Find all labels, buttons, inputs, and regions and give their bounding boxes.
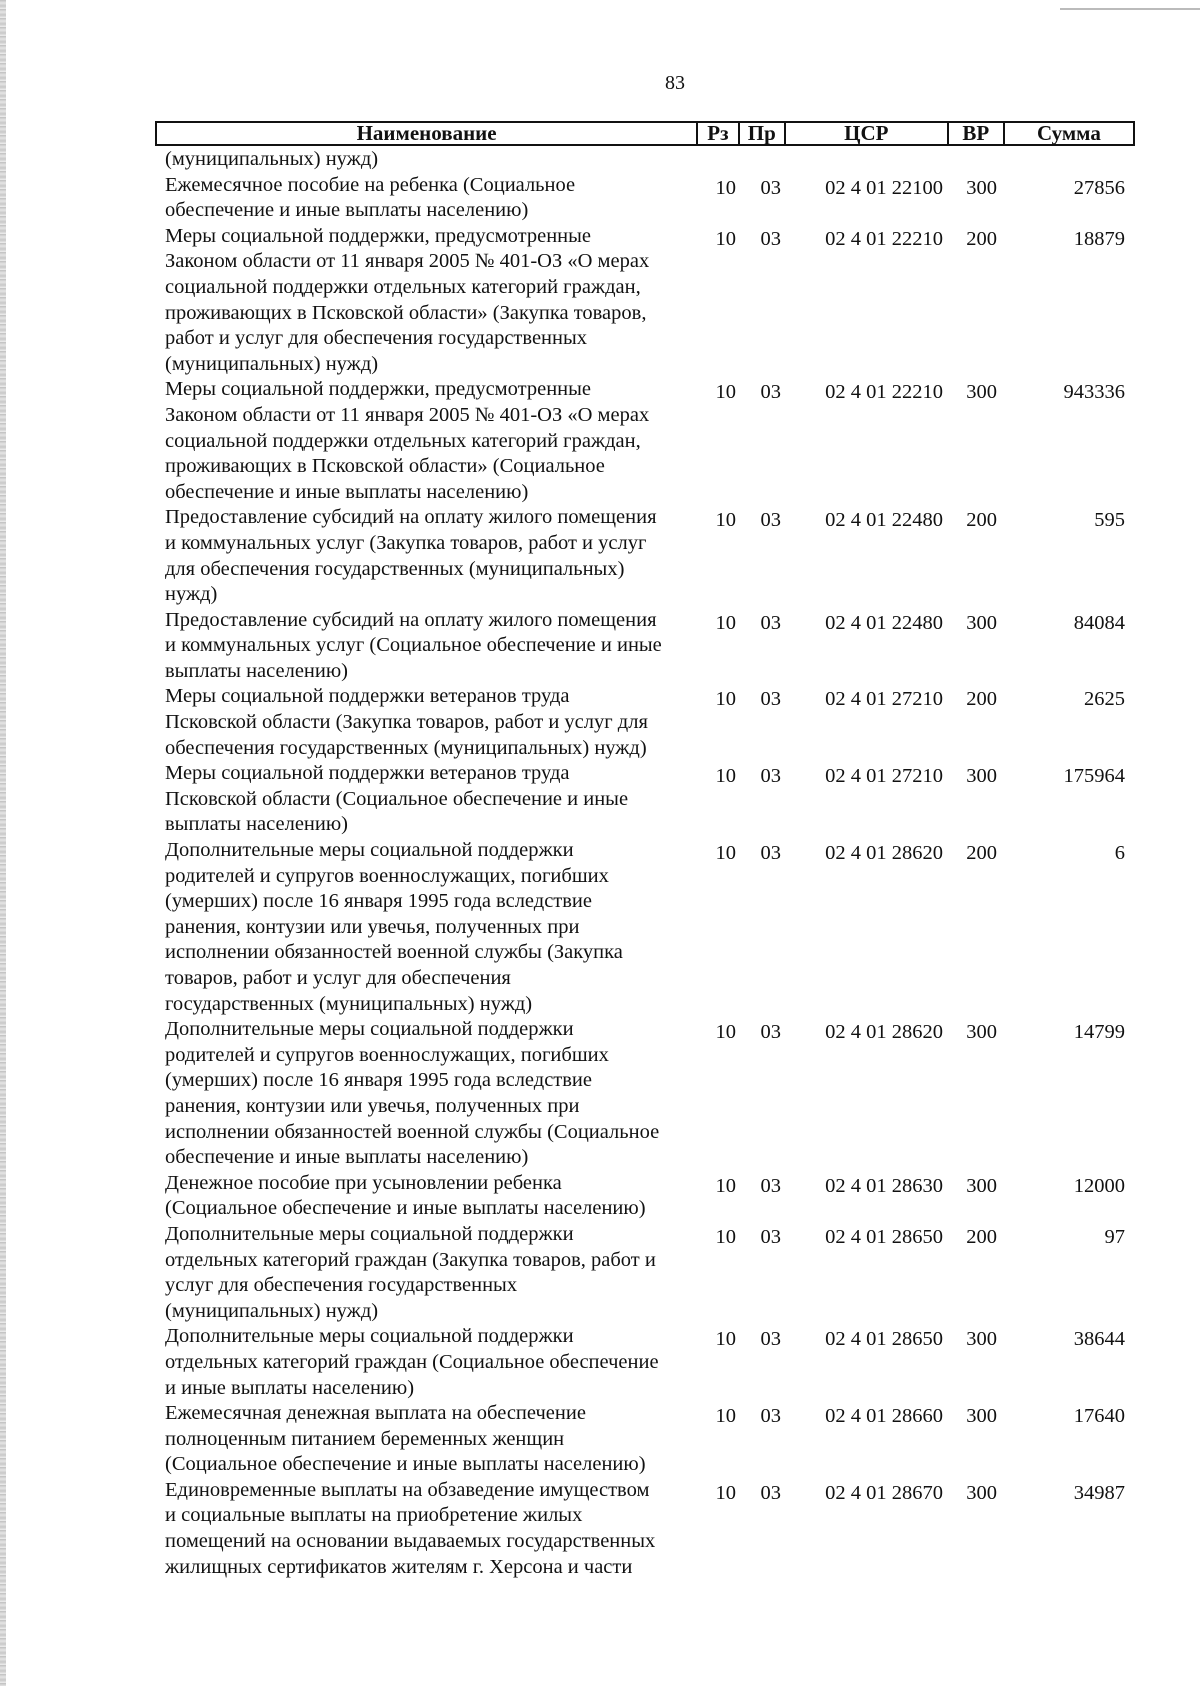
cell-name-line: (умерших) после 16 января 1995 года вследствие xyxy=(165,1069,592,1092)
cell-name-line: государственных (муниципальных) нужд) xyxy=(165,992,533,1015)
cell-name-line: социальной поддержки отдельных категорий граждан, xyxy=(165,429,641,452)
cell-pr xyxy=(736,147,783,173)
cell-name xyxy=(165,224,700,378)
cell-name-line: Единовременные выплаты на обзаведение имуществом xyxy=(165,1478,650,1501)
cell-name-line: Меры социальной поддержки, предусмотренные xyxy=(165,378,592,401)
cell-csr: 02 4 01 28670 xyxy=(825,1481,943,1504)
cell-name-line: (муниципальных) нужд) xyxy=(165,352,379,375)
cell-vr: 300 xyxy=(966,1481,997,1504)
cell-sum: 97 xyxy=(1104,1225,1125,1248)
cell-name xyxy=(165,1222,700,1324)
cell-csr: 02 4 01 28620 xyxy=(825,1021,943,1044)
cell-rz: 10 xyxy=(715,176,736,199)
header-vr: ВР xyxy=(949,123,1005,144)
header-rz: Рз xyxy=(698,123,739,144)
cell-vr: 300 xyxy=(966,1405,997,1428)
cell-name-line: и коммунальных услуг (Социальное обеспечение и иные xyxy=(165,634,662,657)
cell-csr: 02 4 01 27210 xyxy=(825,765,943,788)
cell-name xyxy=(165,377,700,505)
cell-name xyxy=(165,147,700,173)
cell-pr: 03 xyxy=(760,765,781,788)
cell-pr: 03 xyxy=(760,381,781,404)
cell-name-line: нужд) xyxy=(165,583,218,606)
cell-name-line: (муниципальных) нужд) xyxy=(165,148,379,170)
cell-rz xyxy=(700,147,736,173)
scan-edge xyxy=(0,0,6,1686)
cell-vr: 300 xyxy=(966,176,997,199)
cell-sum: 943336 xyxy=(1063,381,1125,404)
cell-pr: 03 xyxy=(760,509,781,532)
cell-name-line: и коммунальных услуг (Закупка товаров, работ и услуг xyxy=(165,531,647,554)
cell-vr: 200 xyxy=(966,509,997,532)
cell-name-line: (муниципальных) нужд) xyxy=(165,1299,379,1322)
header-pr: Пр xyxy=(740,123,786,144)
cell-name xyxy=(165,761,700,838)
cell-pr: 03 xyxy=(760,1225,781,1248)
cell-name xyxy=(165,1478,700,1580)
cell-name-line: ранения, контузии или увечья, полученных при xyxy=(165,915,580,938)
cell-name xyxy=(165,1324,700,1401)
cell-vr: 300 xyxy=(966,611,997,634)
cell-name-line: товаров, работ и услуг для обеспечения xyxy=(165,967,511,989)
table-row xyxy=(165,1222,1135,1324)
cell-rz: 10 xyxy=(715,1225,736,1248)
table-header xyxy=(155,121,1135,146)
cell-sum: 2625 xyxy=(1084,688,1125,711)
cell-vr: 300 xyxy=(966,765,997,788)
cell-name xyxy=(165,505,700,607)
cell-rz: 10 xyxy=(715,509,736,532)
cell-name-line: родителей и супругов военнослужащих, погибших xyxy=(165,1043,609,1066)
cell-name-line: Предоставление субсидий на оплату жилого помещения xyxy=(165,506,657,529)
cell-name-line: выплаты населению) xyxy=(165,659,349,682)
cell-name-line: проживающих в Псковской области» (Закупка товаров, xyxy=(165,301,647,324)
cell-name xyxy=(165,1401,700,1478)
cell-name-line: Дополнительные меры социальной поддержки xyxy=(165,1018,574,1041)
cell-sum: 6 xyxy=(1114,842,1125,865)
cell-pr: 03 xyxy=(760,176,781,199)
cell-name-line: социальной поддержки отдельных категорий граждан, xyxy=(165,275,641,298)
cell-name-line: Псковской области (Закупка товаров, работ и услуг для xyxy=(165,711,648,734)
cell-name xyxy=(165,1017,700,1171)
table-row xyxy=(165,147,1135,173)
cell-name-line: для обеспечения государственных (муниципальных) xyxy=(165,557,625,580)
table-row xyxy=(165,838,1135,1017)
cell-sum: 14799 xyxy=(1073,1021,1125,1044)
header-name: Наименование xyxy=(157,123,698,144)
cell-name-line: Дополнительные меры социальной поддержки xyxy=(165,839,574,862)
cell-sum: 12000 xyxy=(1073,1174,1125,1197)
cell-name-line: и социальные выплаты на приобретение жилых xyxy=(165,1504,583,1527)
cell-name-line: проживающих в Псковской области» (Социальное xyxy=(165,455,605,478)
cell-name-line: обеспечение и иные выплаты населению) xyxy=(165,199,529,222)
cell-sum: 38644 xyxy=(1073,1328,1125,1351)
cell-csr: 02 4 01 28620 xyxy=(825,842,943,865)
cell-name-line: Псковской области (Социальное обеспечение и иные xyxy=(165,787,629,810)
cell-csr: 02 4 01 28650 xyxy=(825,1328,943,1351)
cell-pr: 03 xyxy=(760,688,781,711)
header-sum: Сумма xyxy=(1037,121,1101,145)
cell-name-line: помещений на основании выдаваемых государственных xyxy=(165,1530,656,1553)
cell-pr: 03 xyxy=(760,227,781,250)
cell-name-line: Меры социальной поддержки, предусмотренные xyxy=(165,224,592,247)
cell-name-line: обеспечение и иные выплаты населению) xyxy=(165,480,529,503)
cell-name-line: отдельных категорий граждан (Закупка товаров, работ и xyxy=(165,1248,656,1271)
cell-csr: 02 4 01 22480 xyxy=(825,509,943,532)
cell-pr: 03 xyxy=(760,1328,781,1351)
cell-vr: 300 xyxy=(966,1328,997,1351)
cell-name xyxy=(165,608,700,685)
cell-rz: 10 xyxy=(715,1021,736,1044)
cell-rz: 10 xyxy=(715,381,736,404)
cell-rz: 10 xyxy=(715,842,736,865)
cell-sum: 595 xyxy=(1094,509,1125,532)
cell-rz: 10 xyxy=(715,1174,736,1197)
table-row xyxy=(165,1478,1135,1580)
table-row xyxy=(165,1401,1135,1478)
cell-name-line: отдельных категорий граждан (Социальное обеспечение xyxy=(165,1350,659,1373)
cell-name-line: услуг для обеспечения государственных xyxy=(165,1274,518,1297)
table-row xyxy=(165,1324,1135,1401)
cell-name-line: Ежемесячное пособие на ребенка (Социальное xyxy=(165,173,576,196)
cell-vr: 200 xyxy=(966,842,997,865)
cell-sum: 175964 xyxy=(1063,765,1125,788)
cell-vr: 200 xyxy=(966,688,997,711)
cell-name-line: (Социальное обеспечение и иные выплаты населению) xyxy=(165,1197,646,1220)
cell-name-line: Законом области от 11 января 2005 № 401-ОЗ «О мерах xyxy=(165,250,650,273)
table-row xyxy=(165,761,1135,838)
cell-name-line: (умерших) после 16 января 1995 года вследствие xyxy=(165,890,592,913)
cell-name-line: исполнении обязанностей военной службы (Социальное xyxy=(165,1120,660,1143)
cell-name-line: Меры социальной поддержки ветеранов труда xyxy=(165,685,570,708)
cell-name-line: обеспечение и иные выплаты населению) xyxy=(165,1146,529,1169)
cell-name-line: ранения, контузии или увечья, полученных при xyxy=(165,1094,580,1117)
cell-csr: 02 4 01 22210 xyxy=(825,381,943,404)
cell-vr: 300 xyxy=(966,1174,997,1197)
table-row xyxy=(165,505,1135,607)
cell-sum: 84084 xyxy=(1073,611,1125,634)
cell-name-line: Ежемесячная денежная выплата на обеспечение xyxy=(165,1402,586,1425)
cell-csr: 02 4 01 22210 xyxy=(825,227,943,250)
cell-name-line: Дополнительные меры социальной поддержки xyxy=(165,1325,574,1348)
cell-name xyxy=(165,684,700,761)
cell-csr: 02 4 01 22100 xyxy=(825,176,943,199)
cell-rz: 10 xyxy=(715,227,736,250)
cell-pr: 03 xyxy=(760,1174,781,1197)
cell-name-line: Предоставление субсидий на оплату жилого помещения xyxy=(165,608,657,631)
table-row xyxy=(165,224,1135,378)
cell-rz: 10 xyxy=(715,1481,736,1504)
header-csr: ЦСР xyxy=(786,123,949,144)
cell-name-line: обеспечения государственных (муниципальных) нужд) xyxy=(165,736,647,759)
table-row xyxy=(165,684,1135,761)
cell-rz: 10 xyxy=(715,765,736,788)
cell-sum: 18879 xyxy=(1073,227,1125,250)
cell-csr: 02 4 01 22480 xyxy=(825,611,943,634)
table-row xyxy=(165,377,1135,505)
cell-name-line: полноценным питанием беременных женщин xyxy=(165,1427,565,1450)
cell-vr: 200 xyxy=(966,227,997,250)
cell-name-line: Меры социальной поддержки ветеранов труда xyxy=(165,762,570,785)
table-row xyxy=(165,1017,1135,1171)
cell-csr: 02 4 01 28630 xyxy=(825,1174,943,1197)
cell-pr: 03 xyxy=(760,842,781,865)
cell-name-line: и иные выплаты населению) xyxy=(165,1376,415,1399)
cell-csr: 02 4 01 28660 xyxy=(825,1405,943,1428)
cell-name-line: (Социальное обеспечение и иные выплаты населению) xyxy=(165,1453,646,1476)
cell-csr: 02 4 01 27210 xyxy=(825,688,943,711)
cell-vr: 200 xyxy=(966,1225,997,1248)
cell-rz: 10 xyxy=(715,1405,736,1428)
cell-pr: 03 xyxy=(760,1481,781,1504)
cell-name xyxy=(165,838,700,1017)
cell-sum: 34987 xyxy=(1073,1481,1125,1504)
table-row xyxy=(165,608,1135,685)
cell-name-line: Законом области от 11 января 2005 № 401-ОЗ «О мерах xyxy=(165,403,650,426)
cell-sum: 17640 xyxy=(1073,1405,1125,1428)
cell-sum: 27856 xyxy=(1073,176,1125,199)
cell-vr: 300 xyxy=(966,381,997,404)
cell-pr: 03 xyxy=(760,1021,781,1044)
cell-name-line: работ и услуг для обеспечения государственных xyxy=(165,327,588,350)
cell-rz: 10 xyxy=(715,688,736,711)
cell-sum xyxy=(997,147,1125,173)
cell-pr: 03 xyxy=(760,611,781,634)
page-number: 83 xyxy=(665,72,685,94)
cell-name-line: Дополнительные меры социальной поддержки xyxy=(165,1222,574,1245)
table-row xyxy=(165,1171,1135,1222)
cell-name xyxy=(165,173,700,224)
cell-name-line: родителей и супругов военнослужащих, погибших xyxy=(165,864,609,887)
scan-corner-line xyxy=(1060,8,1200,10)
cell-rz: 10 xyxy=(715,1328,736,1351)
cell-csr: 02 4 01 28650 xyxy=(825,1225,943,1248)
cell-name xyxy=(165,1171,700,1222)
cell-pr: 03 xyxy=(760,1405,781,1428)
cell-vr xyxy=(943,147,997,173)
table-row xyxy=(165,173,1135,224)
cell-rz: 10 xyxy=(715,611,736,634)
cell-name-line: Денежное пособие при усыновлении ребенка xyxy=(165,1171,562,1194)
cell-csr xyxy=(783,147,943,173)
cell-name-line: исполнении обязанностей военной службы (Закупка xyxy=(165,941,623,964)
table-body xyxy=(165,147,1135,1580)
cell-name-line: жилищных сертификатов жителям г. Херсона и части xyxy=(165,1555,633,1578)
cell-name-line: выплаты населению) xyxy=(165,813,349,836)
cell-vr: 300 xyxy=(966,1021,997,1044)
